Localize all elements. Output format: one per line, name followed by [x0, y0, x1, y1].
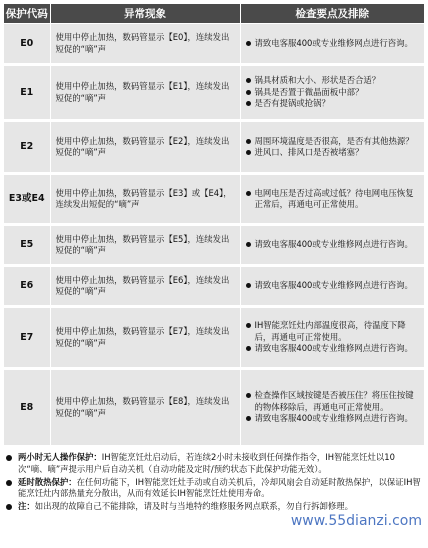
- table-header-row: [4, 4, 424, 24]
- site-watermark: www.55dianzi.com: [290, 513, 422, 529]
- error-code: E8: [4, 369, 50, 447]
- note-auto-off: [4, 452, 424, 476]
- check-item: 锅具材质和大小、形状是否合适？: [246, 75, 420, 87]
- check-item: IH智能烹饪灶内部温度很高，待温度下降后，再通电可正常使用。: [246, 320, 420, 343]
- troubleshooting-sheet: [4, 4, 424, 514]
- symptom-text: 使用中停止加热，数码管显示【E1】，连续发出短促的“嘀”声: [50, 65, 240, 121]
- note-delayed-cooling: [4, 477, 424, 501]
- check-item: 请致电客服400或专业维修网点进行咨询。: [246, 38, 420, 50]
- bullet-icon: [6, 504, 12, 510]
- table-row: [4, 307, 424, 369]
- note-title: 延时散热保护：: [18, 476, 77, 487]
- table-row: [4, 369, 424, 447]
- symptom-text: 使用中停止加热，数码管显示【E8】，连续发出短促的“嘀”声: [50, 369, 240, 447]
- bullet-icon: [246, 393, 251, 398]
- error-code: E3或E4: [4, 174, 50, 225]
- bullet-icon: [246, 191, 251, 196]
- note-text: 如出现的故障自己不能排除，请及时与当地特约维修服务网点联系，勿自行拆卸修理。: [34, 501, 353, 512]
- error-code: E6: [4, 266, 50, 307]
- symptom-text: 使用中停止加热，数码管显示【E5】，连续发出短促的“嘀”声: [50, 225, 240, 266]
- check-item: 请致电客服400或专业维修网点进行咨询。: [246, 280, 420, 292]
- table-row: [4, 24, 424, 65]
- bullet-icon: [246, 101, 251, 106]
- bullet-icon: [6, 480, 12, 486]
- symptom-text: 使用中停止加热，数码管显示【E7】，连续发出短促的“嘀”声: [50, 307, 240, 369]
- check-cell: [240, 174, 424, 225]
- check-item: 是否有提锅或抢锅？: [246, 98, 420, 110]
- check-item: 请致电客服400或专业维修网点进行咨询。: [246, 239, 420, 251]
- bullet-icon: [246, 346, 251, 351]
- symptom-text: 使用中停止加热，数码管显示【E2】，连续发出短促的“嘀”声: [50, 121, 240, 174]
- error-code: E1: [4, 65, 50, 121]
- symptom-text: 使用中停止加热，数码管显示【E0】，连续发出短促的“嘀”声: [50, 24, 240, 65]
- error-code: E0: [4, 24, 50, 65]
- table-row: [4, 225, 424, 266]
- bullet-icon: [246, 283, 251, 288]
- check-item: 请致电客服400或专业维修网点进行咨询。: [246, 343, 420, 355]
- bullet-icon: [246, 323, 251, 328]
- table-row: [4, 174, 424, 225]
- table-row: [4, 266, 424, 307]
- bullet-icon: [246, 416, 251, 421]
- header-symptom: 异常现象: [50, 4, 240, 24]
- error-code: E7: [4, 307, 50, 369]
- bullet-icon: [246, 90, 251, 95]
- check-item: 锅具是否置于微晶面板中部？: [246, 87, 420, 99]
- check-cell: [240, 121, 424, 174]
- check-cell: [240, 24, 424, 65]
- header-check-points: 检查要点及排除: [240, 4, 424, 24]
- symptom-text: 使用中停止加热，数码管显示【E3】或【E4】，连续发出短促的“嘀”声: [50, 174, 240, 225]
- symptom-text: 使用中停止加热，数码管显示【E6】，连续发出短促的“嘀”声: [50, 266, 240, 307]
- error-code-table: [4, 4, 424, 448]
- error-code: E2: [4, 121, 50, 174]
- bullet-icon: [246, 78, 251, 83]
- bullet-icon: [246, 150, 251, 155]
- note-text: IH智能烹饪灶启动后，若连续2小时未接收到任何操作指令，IH智能烹饪灶以10次“嘀、嘀”声提示用户后自动关机（自动功能及定时/预约状态下此保护功能无效）。: [18, 452, 395, 474]
- table-row: [4, 121, 424, 174]
- check-cell: [240, 369, 424, 447]
- check-cell: [240, 307, 424, 369]
- check-item: 周围环境温度是否很高，是否有其他热源？: [246, 136, 420, 148]
- check-item: 检查操作区域按键是否被压住？将压住按键的物体移除后，再通电可正常使用。: [246, 390, 420, 413]
- notes-section: [4, 452, 424, 513]
- note-title: 两小时无人操作保护：: [18, 452, 102, 462]
- check-cell: [240, 65, 424, 121]
- table-row: [4, 65, 424, 121]
- note-text: 在任何功能下，IH智能烹饪灶手动或自动关机后，冷却风扇会自动延时散热保护，以保证IH智能烹饪灶内部热量充分散出，从而有效延长IH智能烹饪灶使用寿命。: [18, 476, 421, 499]
- check-item: 进风口、排风口是否被堵塞？: [246, 147, 420, 159]
- bullet-icon: [246, 242, 251, 247]
- note-title: 注：: [18, 501, 35, 512]
- check-item: 请致电客服400或专业维修网点进行咨询。: [246, 413, 420, 425]
- bullet-icon: [6, 455, 12, 461]
- check-item: 电网电压是否过高或过低？待电网电压恢复正常后，再通电可正常使用。: [246, 188, 420, 211]
- bullet-icon: [246, 139, 251, 144]
- bullet-icon: [246, 41, 251, 46]
- check-cell: [240, 225, 424, 266]
- check-cell: [240, 266, 424, 307]
- note-remark: [4, 501, 424, 513]
- header-protection-code: 保护代码: [4, 4, 50, 24]
- error-code: E5: [4, 225, 50, 266]
